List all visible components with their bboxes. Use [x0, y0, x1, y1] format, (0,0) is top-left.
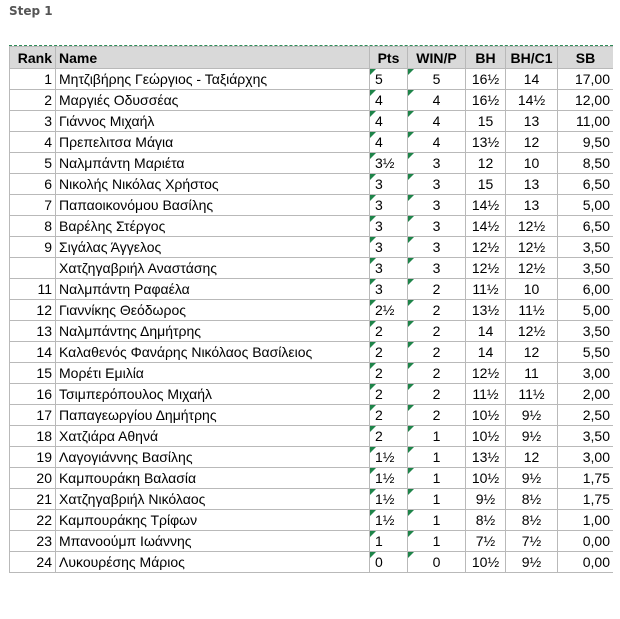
winp-cell[interactable]: 1: [408, 426, 466, 447]
winp-cell[interactable]: 4: [408, 90, 466, 111]
rank-cell[interactable]: 14: [10, 342, 56, 363]
winp-cell[interactable]: 1: [408, 447, 466, 468]
rank-cell[interactable]: 13: [10, 321, 56, 342]
bh-cell[interactable]: 14½: [466, 195, 506, 216]
bhc1-cell[interactable]: 12: [506, 132, 558, 153]
table-row: [10, 258, 614, 279]
sb-cell[interactable]: 1,00: [558, 510, 614, 531]
column-header-winp[interactable]: WIN/P: [408, 47, 466, 69]
bhc1-cell[interactable]: 13: [506, 174, 558, 195]
name-cell[interactable]: Τσιμπερόπουλος Μιχαήλ: [56, 384, 370, 405]
bhc1-cell[interactable]: 12½: [506, 258, 558, 279]
pts-cell[interactable]: 2: [370, 405, 408, 426]
bh-cell[interactable]: 9½: [466, 489, 506, 510]
table-row: [10, 468, 614, 489]
bh-cell[interactable]: 13½: [466, 300, 506, 321]
rank-cell[interactable]: [10, 258, 56, 279]
bhc1-cell[interactable]: 14½: [506, 90, 558, 111]
bhc1-cell[interactable]: 9½: [506, 405, 558, 426]
winp-cell[interactable]: 3: [408, 216, 466, 237]
bh-cell[interactable]: 11½: [466, 384, 506, 405]
bhc1-cell[interactable]: 11½: [506, 384, 558, 405]
table-row: [10, 111, 614, 132]
winp-cell[interactable]: 3: [408, 174, 466, 195]
sb-cell[interactable]: 9,50: [558, 132, 614, 153]
sb-cell[interactable]: 6,00: [558, 279, 614, 300]
pts-cell[interactable]: 3: [370, 279, 408, 300]
bhc1-cell[interactable]: 13: [506, 111, 558, 132]
winp-cell[interactable]: 2: [408, 384, 466, 405]
bh-cell[interactable]: 12½: [466, 258, 506, 279]
name-cell[interactable]: Μητζιβήρης Γεώργιος - Ταξιάρχης: [56, 69, 370, 90]
table-row: [10, 321, 614, 342]
pts-cell[interactable]: 1½: [370, 489, 408, 510]
bhc1-cell[interactable]: 12: [506, 447, 558, 468]
winp-cell[interactable]: 1: [408, 489, 466, 510]
bh-cell[interactable]: 7½: [466, 531, 506, 552]
rank-cell[interactable]: 6: [10, 174, 56, 195]
sb-cell[interactable]: 5,00: [558, 195, 614, 216]
bhc1-cell[interactable]: 12: [506, 342, 558, 363]
name-cell[interactable]: Χατζιάρα Αθηνά: [56, 426, 370, 447]
name-cell[interactable]: Ναλμπάντης Δημήτρης: [56, 321, 370, 342]
pts-cell[interactable]: 4: [370, 132, 408, 153]
table-row: [10, 195, 614, 216]
rank-cell[interactable]: 11: [10, 279, 56, 300]
pts-cell[interactable]: 2: [370, 342, 408, 363]
bh-cell[interactable]: 16½: [466, 69, 506, 90]
sb-cell[interactable]: 1,75: [558, 489, 614, 510]
rank-cell[interactable]: 17: [10, 405, 56, 426]
table-row: [10, 342, 614, 363]
winp-cell[interactable]: 2: [408, 342, 466, 363]
bh-cell[interactable]: 14½: [466, 216, 506, 237]
sb-cell[interactable]: 3,50: [558, 237, 614, 258]
winp-cell[interactable]: 3: [408, 195, 466, 216]
name-cell[interactable]: Σιγάλας Άγγελος: [56, 237, 370, 258]
bhc1-cell[interactable]: 7½: [506, 531, 558, 552]
pts-cell[interactable]: 4: [370, 90, 408, 111]
pts-cell[interactable]: 3: [370, 174, 408, 195]
bhc1-cell[interactable]: 8½: [506, 489, 558, 510]
rank-cell[interactable]: 8: [10, 216, 56, 237]
pts-cell[interactable]: 2: [370, 363, 408, 384]
bhc1-cell[interactable]: 9½: [506, 426, 558, 447]
pts-cell[interactable]: 4: [370, 111, 408, 132]
rank-cell[interactable]: 24: [10, 552, 56, 573]
table-row: [10, 510, 614, 531]
sb-cell[interactable]: 0,00: [558, 552, 614, 573]
pts-cell[interactable]: 3: [370, 258, 408, 279]
rank-cell[interactable]: 5: [10, 153, 56, 174]
rank-cell[interactable]: 21: [10, 489, 56, 510]
standings-table: [9, 46, 613, 573]
pts-cell[interactable]: 2: [370, 426, 408, 447]
rank-cell[interactable]: 23: [10, 531, 56, 552]
name-cell[interactable]: Ναλμπάντη Μαριέτα: [56, 153, 370, 174]
pts-cell[interactable]: 1½: [370, 447, 408, 468]
bhc1-cell[interactable]: 12½: [506, 237, 558, 258]
winp-cell[interactable]: 5: [408, 69, 466, 90]
rank-cell[interactable]: 18: [10, 426, 56, 447]
winp-cell[interactable]: 2: [408, 279, 466, 300]
winp-cell[interactable]: 3: [408, 153, 466, 174]
name-cell[interactable]: Βαρέλης Στέργος: [56, 216, 370, 237]
table-row: [10, 531, 614, 552]
column-header-sb[interactable]: SB: [558, 47, 614, 69]
rank-cell[interactable]: 22: [10, 510, 56, 531]
name-cell[interactable]: Λυκουρέσης Μάριος: [56, 552, 370, 573]
sb-cell[interactable]: 11,00: [558, 111, 614, 132]
standings-sheet: [9, 45, 613, 601]
bh-cell[interactable]: 13½: [466, 132, 506, 153]
pts-cell[interactable]: 0: [370, 552, 408, 573]
sb-cell[interactable]: 8,50: [558, 153, 614, 174]
table-row: [10, 363, 614, 384]
winp-cell[interactable]: 2: [408, 363, 466, 384]
bh-cell[interactable]: 8½: [466, 510, 506, 531]
table-row: [10, 90, 614, 111]
sb-cell[interactable]: 2,50: [558, 405, 614, 426]
name-cell[interactable]: Μαργιές Οδυσσέας: [56, 90, 370, 111]
name-cell[interactable]: Μπανοούμπ Ιωάννης: [56, 531, 370, 552]
bh-cell[interactable]: 10½: [466, 426, 506, 447]
pts-cell[interactable]: 1½: [370, 510, 408, 531]
name-cell[interactable]: Γιαννίκης Θεόδωρος: [56, 300, 370, 321]
column-header-name[interactable]: Name: [56, 47, 370, 69]
rank-cell[interactable]: 7: [10, 195, 56, 216]
table-row: [10, 447, 614, 468]
bhc1-cell[interactable]: 13: [506, 195, 558, 216]
bhc1-cell[interactable]: 9½: [506, 552, 558, 573]
sb-cell[interactable]: 12,00: [558, 90, 614, 111]
rank-cell[interactable]: 15: [10, 363, 56, 384]
winp-cell[interactable]: 3: [408, 258, 466, 279]
sb-cell[interactable]: 3,00: [558, 363, 614, 384]
sb-cell[interactable]: 3,50: [558, 258, 614, 279]
bhc1-cell[interactable]: 14: [506, 69, 558, 90]
sb-cell[interactable]: 6,50: [558, 216, 614, 237]
sb-cell[interactable]: 17,00: [558, 69, 614, 90]
rank-cell[interactable]: 12: [10, 300, 56, 321]
rank-cell[interactable]: 9: [10, 237, 56, 258]
table-row: [10, 69, 614, 90]
bh-cell[interactable]: 10½: [466, 405, 506, 426]
bh-cell[interactable]: 10½: [466, 552, 506, 573]
winp-cell[interactable]: 1: [408, 468, 466, 489]
name-cell[interactable]: Χατζηγαβριήλ Νικόλαος: [56, 489, 370, 510]
table-row: [10, 216, 614, 237]
table-row: [10, 489, 614, 510]
bh-cell[interactable]: 15: [466, 111, 506, 132]
winp-cell[interactable]: 3: [408, 237, 466, 258]
rank-cell[interactable]: 16: [10, 384, 56, 405]
table-row: [10, 552, 614, 573]
sb-cell[interactable]: 5,00: [558, 300, 614, 321]
pts-cell[interactable]: 3½: [370, 153, 408, 174]
bhc1-cell[interactable]: 12½: [506, 216, 558, 237]
column-header-bhc1[interactable]: BH/C1: [506, 47, 558, 69]
bhc1-cell[interactable]: 9½: [506, 468, 558, 489]
bh-cell[interactable]: 16½: [466, 90, 506, 111]
table-row: [10, 300, 614, 321]
column-header-bh[interactable]: BH: [466, 47, 506, 69]
bhc1-cell[interactable]: 10: [506, 279, 558, 300]
bh-cell[interactable]: 13½: [466, 447, 506, 468]
name-cell[interactable]: Παπαοικονόμου Βασίλης: [56, 195, 370, 216]
name-cell[interactable]: Πρεπελιτσα Μάγια: [56, 132, 370, 153]
winp-cell[interactable]: 2: [408, 300, 466, 321]
bh-cell[interactable]: 10½: [466, 468, 506, 489]
sb-cell[interactable]: 3,00: [558, 447, 614, 468]
sb-cell[interactable]: 1,75: [558, 468, 614, 489]
sb-cell[interactable]: 0,00: [558, 531, 614, 552]
bh-cell[interactable]: 15: [466, 174, 506, 195]
name-cell[interactable]: Καμπουράκης Τρίφων: [56, 510, 370, 531]
rank-cell[interactable]: 1: [10, 69, 56, 90]
name-cell[interactable]: Νικολής Νικόλας Χρήστος: [56, 174, 370, 195]
pts-cell[interactable]: 3: [370, 237, 408, 258]
pts-cell[interactable]: 2: [370, 321, 408, 342]
bhc1-cell[interactable]: 11½: [506, 300, 558, 321]
name-cell[interactable]: Καμπουράκη Βαλασία: [56, 468, 370, 489]
winp-cell[interactable]: 0: [408, 552, 466, 573]
bh-cell[interactable]: 12: [466, 153, 506, 174]
pts-cell[interactable]: 3: [370, 216, 408, 237]
rank-cell[interactable]: 2: [10, 90, 56, 111]
name-cell[interactable]: Γιάννος Μιχαήλ: [56, 111, 370, 132]
winp-cell[interactable]: 4: [408, 132, 466, 153]
pts-cell[interactable]: 2: [370, 384, 408, 405]
bhc1-cell[interactable]: 12½: [506, 321, 558, 342]
sb-cell[interactable]: 5,50: [558, 342, 614, 363]
table-row: [10, 174, 614, 195]
step-title: Step 1: [9, 4, 53, 18]
pts-cell[interactable]: 1½: [370, 468, 408, 489]
pts-cell[interactable]: 1: [370, 531, 408, 552]
bhc1-cell[interactable]: 10: [506, 153, 558, 174]
table-row: [10, 237, 614, 258]
pts-cell[interactable]: 2½: [370, 300, 408, 321]
winp-cell[interactable]: 1: [408, 531, 466, 552]
rank-cell[interactable]: 19: [10, 447, 56, 468]
bh-cell[interactable]: 14: [466, 321, 506, 342]
winp-cell[interactable]: 2: [408, 321, 466, 342]
name-cell[interactable]: Παπαγεωργίου Δημήτρης: [56, 405, 370, 426]
rank-cell[interactable]: 3: [10, 111, 56, 132]
pts-cell[interactable]: 5: [370, 69, 408, 90]
column-header-pts[interactable]: Pts: [370, 47, 408, 69]
sb-cell[interactable]: 6,50: [558, 174, 614, 195]
table-row: [10, 384, 614, 405]
rank-cell[interactable]: 4: [10, 132, 56, 153]
sb-cell[interactable]: 3,50: [558, 426, 614, 447]
bh-cell[interactable]: 12½: [466, 363, 506, 384]
winp-cell[interactable]: 1: [408, 510, 466, 531]
name-cell[interactable]: Καλαθενός Φανάρης Νικόλαος Βασίλειος: [56, 342, 370, 363]
winp-cell[interactable]: 2: [408, 405, 466, 426]
standings-body: [10, 69, 614, 573]
table-row: [10, 405, 614, 426]
name-cell[interactable]: Μορέτι Εμιλία: [56, 363, 370, 384]
bhc1-cell[interactable]: 8½: [506, 510, 558, 531]
name-cell[interactable]: Λαγογιάννης Βασίλης: [56, 447, 370, 468]
rank-cell[interactable]: 20: [10, 468, 56, 489]
table-row: [10, 426, 614, 447]
name-cell[interactable]: Ναλμπάντη Ραφαέλα: [56, 279, 370, 300]
sb-cell[interactable]: 3,50: [558, 321, 614, 342]
pts-cell[interactable]: 3: [370, 195, 408, 216]
bhc1-cell[interactable]: 11: [506, 363, 558, 384]
table-row: [10, 153, 614, 174]
table-row: [10, 279, 614, 300]
table-row: [10, 132, 614, 153]
name-cell[interactable]: Χατζηγαβριήλ Αναστάσης: [56, 258, 370, 279]
bh-cell[interactable]: 14: [466, 342, 506, 363]
column-header-rank[interactable]: Rank: [10, 47, 56, 69]
bh-cell[interactable]: 11½: [466, 279, 506, 300]
bh-cell[interactable]: 12½: [466, 237, 506, 258]
header-row: [10, 47, 614, 69]
sb-cell[interactable]: 2,00: [558, 384, 614, 405]
winp-cell[interactable]: 4: [408, 111, 466, 132]
